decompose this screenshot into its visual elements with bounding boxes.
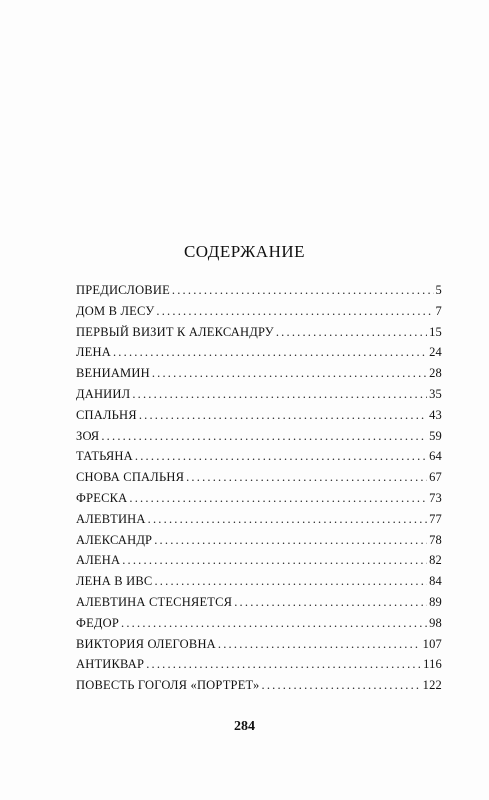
- dot-leader: [154, 533, 427, 548]
- toc-entry: [76, 345, 442, 366]
- toc-entry-title: СПАЛЬНЯ: [76, 407, 137, 422]
- toc-entry-title: ВЕНИАМИН: [76, 366, 150, 381]
- dot-leader: [234, 595, 427, 610]
- toc-entry-title: СНОВА СПАЛЬНЯ: [76, 470, 185, 485]
- toc-entry-page: 35: [429, 386, 442, 401]
- dot-leader: [186, 470, 427, 485]
- toc-entry: [76, 533, 442, 554]
- toc-entry: [76, 449, 442, 470]
- toc-entry: [76, 408, 442, 429]
- toc-entry-page: 64: [429, 449, 442, 464]
- dot-leader: [276, 325, 427, 340]
- dot-leader: [148, 512, 427, 527]
- toc-heading: СОДЕРЖАНИЕ: [183, 242, 306, 261]
- toc-entry-page: 89: [429, 594, 442, 609]
- toc-entry-page: 7: [435, 303, 442, 318]
- toc-entry-title: ЛЕНА: [76, 345, 111, 360]
- toc-entry-title: ВИКТОРИЯ ОЛЕГОВНА: [76, 636, 216, 651]
- toc-entry-page: 78: [429, 532, 442, 547]
- toc-entry: [76, 304, 442, 325]
- dot-leader: [129, 491, 427, 506]
- toc-entry: [76, 616, 442, 637]
- toc-entry-title: АЛЕВТИНА СТЕСНЯЕТСЯ: [76, 594, 233, 609]
- toc-entry-title: АНТИКВАР: [76, 657, 145, 672]
- toc-entry-page: 43: [429, 407, 442, 422]
- toc-entry-page: 28: [429, 366, 442, 381]
- dot-leader: [156, 304, 433, 319]
- page-number: 284: [234, 719, 255, 734]
- toc-entry-page: 73: [429, 490, 442, 505]
- dot-leader: [152, 366, 427, 381]
- toc-entry-title: ПЕРВЫЙ ВИЗИТ К АЛЕКСАНДРУ: [76, 324, 274, 339]
- toc-entry-title: ФРЕСКА: [76, 490, 128, 505]
- toc-entry-title: ДОМ В ЛЕСУ: [76, 303, 155, 318]
- toc-entry-title: ЗОЯ: [76, 428, 100, 443]
- toc-entry: [76, 366, 442, 387]
- toc-entry-title: АЛЕКСАНДР: [76, 532, 153, 547]
- dot-leader: [172, 283, 434, 298]
- toc-entry: [76, 553, 442, 574]
- dot-leader: [139, 408, 427, 423]
- toc-entry: [76, 491, 442, 512]
- dot-leader: [218, 637, 421, 652]
- toc-entry-title: ДАНИИЛ: [76, 386, 131, 401]
- toc-entry: [76, 637, 442, 658]
- toc-entry-title: АЛЕВТИНА: [76, 511, 146, 526]
- toc-entry: [76, 325, 442, 346]
- toc-entry-title: ТАТЬЯНА: [76, 449, 133, 464]
- toc-entry-title: ПРЕДИСЛОВИЕ: [76, 283, 170, 297]
- toc-entry: [76, 657, 442, 678]
- toc-entry: [76, 387, 442, 408]
- toc-entry-page: 77: [429, 511, 442, 526]
- toc-entry-page: 24: [429, 345, 442, 360]
- toc-entry-page: 116: [423, 657, 442, 672]
- toc-entry-page: 98: [429, 615, 442, 630]
- toc-entry-page: 84: [429, 574, 442, 589]
- dot-leader: [135, 449, 427, 464]
- dot-leader: [121, 616, 427, 631]
- dot-leader: [154, 574, 427, 589]
- toc-entry: [76, 574, 442, 595]
- toc-entry-title: ПОВЕСТЬ ГОГОЛЯ «ПОРТРЕТ»: [76, 678, 260, 693]
- dot-leader: [101, 429, 427, 444]
- dot-leader: [122, 553, 427, 568]
- toc-entry-page: 67: [429, 470, 442, 485]
- toc-entry-title: АЛЕНА: [76, 553, 121, 568]
- toc-entry: [76, 470, 442, 491]
- toc-entry: [76, 429, 442, 450]
- toc-entry-page: 59: [429, 428, 442, 443]
- toc-entry-page: 107: [422, 636, 442, 651]
- toc-entry: [76, 512, 442, 533]
- toc-entry-page: 122: [422, 678, 442, 693]
- dot-leader: [132, 387, 427, 402]
- toc-entry-title: ФЕДОР: [76, 615, 120, 630]
- table-of-contents: [76, 283, 442, 699]
- dot-leader: [146, 657, 421, 672]
- toc-entry: [76, 283, 442, 304]
- toc-entry-title: ЛЕНА В ИВС: [76, 574, 153, 589]
- dot-leader: [262, 678, 421, 693]
- toc-entry: [76, 595, 442, 616]
- toc-entry: [76, 678, 442, 699]
- toc-entry-page: 5: [435, 283, 442, 297]
- toc-entry-page: 15: [429, 324, 442, 339]
- toc-entry-page: 82: [429, 553, 442, 568]
- dot-leader: [113, 345, 427, 360]
